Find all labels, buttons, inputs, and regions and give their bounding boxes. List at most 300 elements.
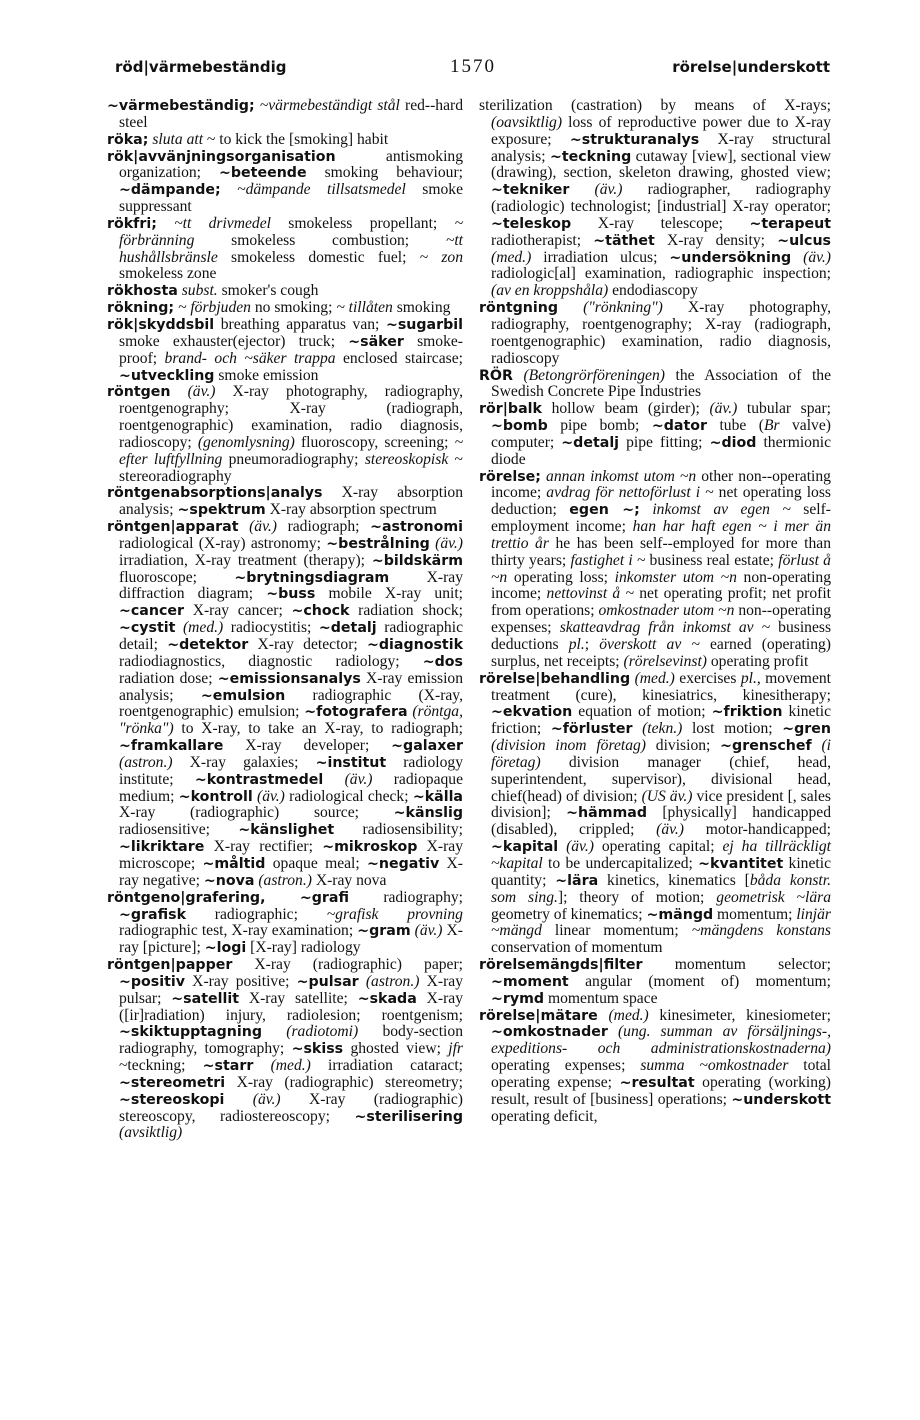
entry-text: antismoking organization;	[119, 147, 463, 182]
entry-text: net operating loss deduction;	[491, 484, 831, 519]
headword: rörelse|mätare	[479, 1007, 598, 1024]
italic-text: ~ förbjuden	[177, 299, 251, 317]
entry-text: radiation dose;	[119, 669, 218, 687]
entry-text: exercises	[674, 669, 741, 687]
headword: ~underskott	[731, 1091, 831, 1108]
entry-text: pipe bomb;	[547, 417, 652, 435]
headword: röntgen	[107, 384, 171, 401]
headword: ~grafisk	[119, 906, 187, 923]
entry-text	[175, 619, 183, 636]
entry-text: X-ray pulsar;	[119, 972, 463, 1007]
entry-text: X-ray (radiographic) stereometry;	[225, 1073, 463, 1091]
entry-text: net operating profit; net profit from operations;	[491, 585, 831, 620]
entry-text: smoke suppressant	[119, 181, 463, 216]
entry-text	[239, 518, 250, 535]
entry-text: smoke emission	[214, 366, 319, 384]
italic-text: (äv.)	[435, 534, 463, 552]
entry-text: X-ray structural analysis;	[491, 130, 831, 165]
headword: ~spektrum	[177, 502, 266, 519]
headword: rörelse;	[479, 468, 541, 485]
entry-text: non--operating expenses;	[491, 602, 832, 637]
italic-text: ~mängdens konstans	[691, 922, 831, 940]
headword: ~lära	[555, 872, 599, 889]
entry-text: X-ray positive;	[185, 972, 297, 990]
entry-text: ~teckning;	[119, 1057, 203, 1075]
entry-text: irradiation, X-ray treatment (therapy);	[119, 551, 372, 569]
entry-text: ]; theory of motion;	[557, 888, 717, 906]
headword: rökhosta	[107, 283, 178, 300]
italic-text: nettovinst å ~	[546, 585, 634, 603]
headword: ~skiss	[291, 1041, 344, 1058]
italic-text: (med.)	[491, 248, 532, 266]
italic-text: avdrag för nettoförlust i ~	[546, 484, 714, 502]
italic-text: överskott av ~	[599, 636, 700, 653]
entry-text: red--hard steel	[119, 97, 464, 131]
italic-text: ~ tillåten	[336, 299, 393, 317]
entry-text: radiological check;	[284, 787, 413, 805]
italic-text: stereoskopisk	[364, 450, 449, 468]
headword: ~mikroskop	[322, 839, 418, 856]
entry-text: [X-ray] radiology	[246, 939, 361, 957]
entry-text: smoke exhauster(ejector) truck;	[119, 332, 349, 350]
italic-text: (genomlysning)	[197, 433, 295, 451]
italic-text: inkomster utom ~n	[614, 568, 737, 586]
italic-text: (röntga, "rönka")	[119, 703, 463, 738]
headword: ~friktion	[711, 704, 783, 721]
entry-text: hollow beam (girder);	[541, 400, 710, 418]
entry-text	[558, 299, 583, 316]
entry-text: X-ray rectifier;	[204, 838, 323, 856]
entry-text: X-ray absorption analysis;	[119, 484, 463, 519]
headword: ~stereoskopi	[119, 1091, 225, 1108]
entry-text: radiographic test, X-ray examination;	[119, 922, 358, 940]
entry-text: geometry of kinematics;	[491, 905, 647, 923]
headword: ~skada	[357, 990, 417, 1007]
headword: ~tekniker	[491, 182, 570, 199]
headword: ~bestrålning	[326, 535, 430, 552]
headword: ~detalj	[561, 434, 620, 451]
entry-text: linear momentum;	[541, 922, 692, 940]
dictionary-entry	[107, 485, 463, 519]
headword: ~utveckling	[119, 367, 215, 384]
headword: ~satellit	[171, 990, 239, 1007]
headword: ~moment	[491, 973, 569, 990]
headword: ~likriktare	[119, 839, 205, 856]
entry-text: irradiation ulcus;	[531, 248, 670, 266]
italic-text: (oavsiktlig)	[491, 113, 563, 131]
dictionary-entry	[107, 216, 463, 283]
headword: ~detektor	[167, 637, 249, 653]
italic-text: Br	[763, 417, 780, 435]
dictionary-entry	[107, 384, 463, 485]
entry-text	[224, 1091, 252, 1108]
dictionary-entry	[479, 469, 831, 671]
italic-text: (äv.)	[803, 248, 831, 266]
entry-text: lost motion;	[682, 720, 783, 738]
entry-text: X-ray (radiographic) paper;	[232, 956, 463, 974]
italic-text: förlust å ~n	[491, 551, 831, 586]
entry-text	[157, 215, 174, 232]
headword: ~täthet	[593, 232, 655, 249]
italic-text: (tekn.)	[642, 720, 683, 738]
italic-text: (i företag)	[491, 737, 832, 771]
headword: röka;	[107, 131, 149, 148]
entry-text: self-employment income;	[491, 501, 831, 536]
italic-text: (äv.)	[252, 1090, 281, 1108]
entry-text	[262, 1023, 286, 1040]
entry-text: X-ray photography, radiography, roentgenography; X-ray (radiograph, roentgenographic) examination, radio diagnosis, radioscopy	[491, 299, 831, 367]
italic-text: (ung. summan av försäljnings-, expeditions- och administrationskostnaderna)	[491, 1023, 831, 1058]
entry-text: total operating expense;	[491, 1057, 832, 1091]
italic-text: (US äv.)	[641, 787, 693, 805]
italic-text: fastighet i ~	[570, 551, 646, 569]
italic-text: (äv.)	[257, 787, 285, 805]
headword: ~chock	[291, 603, 350, 620]
dictionary-entry	[107, 890, 463, 957]
entry-text: business real estate;	[645, 551, 779, 569]
headword: ~sterilisering	[354, 1108, 463, 1125]
entry-text: X-ray negative;	[119, 854, 463, 889]
entry-text: tubular spar;	[737, 400, 831, 418]
italic-text: båda konstr. som sing.	[491, 871, 831, 906]
headword: ~gram	[357, 923, 411, 940]
headword: ~kontroll	[178, 788, 253, 805]
headword: ~bomb	[491, 418, 548, 435]
entry-text	[359, 973, 366, 990]
entry-text: conservation of momentum	[491, 939, 663, 957]
entry-text: radiological (X-ray) astronomy;	[119, 534, 327, 552]
italic-text: (astron.)	[119, 753, 173, 771]
entry-text: endodiascopy	[608, 282, 698, 300]
entry-text: ~ to kick the [smoking] habit	[203, 130, 389, 148]
entry-text: vice president [, sales division];	[491, 787, 831, 822]
headword: ~hämmad	[566, 805, 647, 822]
headword: rörelse|behandling	[479, 670, 631, 687]
entry-text	[513, 367, 524, 384]
italic-text: ~tt hushållsbränsle	[119, 231, 463, 266]
dictionary-entry	[107, 149, 463, 216]
italic-text: summa ~omkostnader	[640, 1057, 789, 1075]
headword: ~gren	[782, 721, 831, 738]
dictionary-entry	[107, 283, 463, 300]
headword: egen ~;	[569, 502, 640, 519]
entry-text: sterilization (castration) by means of X-rays;	[479, 97, 831, 114]
italic-text: (med.)	[608, 1006, 649, 1024]
entry-text	[558, 838, 566, 855]
entry-text: radiograph;	[276, 518, 371, 536]
headword: ~rymd	[491, 990, 545, 1007]
headword: ~sugarbil	[385, 316, 463, 333]
headword: ~buss	[266, 586, 316, 603]
entry-text	[253, 1057, 270, 1074]
entry-text	[791, 249, 803, 266]
headword: ~strukturanalys	[569, 131, 700, 148]
italic-text: inkomst av egen ~	[652, 501, 791, 519]
italic-text: (med.)	[634, 669, 675, 687]
running-head-right: rörelse|underskott	[672, 58, 830, 76]
italic-text: (äv.)	[414, 922, 443, 940]
entry-text: pneumoradiography;	[222, 450, 365, 468]
headword: ~grenschef	[720, 738, 812, 755]
italic-text: (äv.)	[594, 181, 623, 199]
italic-text: (Betongrörföreningen)	[523, 366, 665, 384]
headword: rök|skyddsbil	[107, 316, 215, 333]
entry-text: opaque meal;	[265, 854, 367, 872]
headword: röntgenabsorptions|analys	[107, 485, 323, 502]
entry-text: radiopaque medium;	[119, 770, 464, 805]
headword: ~säker	[348, 333, 404, 350]
page-number: 1570	[450, 56, 496, 77]
dictionary-entry	[107, 98, 463, 132]
entry-text	[598, 1007, 609, 1024]
dictionary-entry	[479, 300, 831, 367]
dictionary-entry	[107, 300, 463, 317]
headword: rörelsemängds|filter	[479, 957, 643, 974]
dictionary-entry	[479, 957, 831, 1008]
entry-text: X-ray [picture];	[119, 922, 463, 957]
italic-text: (astron.)	[258, 871, 312, 889]
italic-text: subst.	[181, 282, 218, 300]
dictionary-entry	[107, 132, 463, 149]
entry-text: division manager (chief, head, superintendent, supervisor), divisional head, chief(head) of division;	[491, 753, 831, 805]
italic-text: ~grafisk provning	[326, 905, 463, 923]
entry-text: to be undercapitalized;	[542, 854, 699, 872]
italic-text: ("rönkning")	[583, 299, 663, 317]
entry-text: X-ray galaxies;	[172, 753, 316, 771]
headword: ~värmebeständig;	[107, 98, 255, 114]
entry-text: kinesimeter, kinesiometer;	[648, 1006, 831, 1024]
entry-text: cutaway [view], sectional view (drawing), section, skeleton drawing, ghosted view;	[491, 147, 831, 182]
entry-text: smoking behaviour;	[306, 164, 463, 182]
italic-text: han har haft egen ~ i mer än trettio år	[491, 518, 831, 552]
entry-text	[265, 889, 299, 906]
entry-text: no smoking;	[250, 299, 337, 317]
entry-text: [physically] handicapped (disabled), crippled;	[491, 804, 831, 839]
headword: ~dos	[422, 653, 463, 670]
headword: ~teckning	[549, 148, 632, 165]
italic-text: ej ha tillräckligt ~kapital	[491, 838, 831, 872]
entry-text: smoker's cough	[217, 282, 319, 300]
headword: ~ekvation	[491, 704, 573, 721]
headword: ~teleskop	[491, 215, 572, 232]
headword: ~känslig	[393, 805, 463, 822]
italic-text: (rörelsevinst)	[623, 652, 707, 670]
entry-text: to X-ray, to take an X-ray, to radiograph;	[173, 720, 463, 738]
entry-text: , movement treatment (cure), kinesiatrics, kinesitherapy;	[491, 669, 831, 704]
headword: ~förluster	[550, 721, 633, 738]
italic-text: pl.	[568, 636, 585, 653]
entry-text: radiodiagnostics, diagnostic radiology;	[119, 652, 423, 670]
entry-text: X-ray detector;	[248, 636, 367, 653]
entry-text: breathing apparatus van;	[214, 315, 386, 333]
headword: ~starr	[202, 1058, 254, 1075]
headword: röntgeno|grafering,	[107, 889, 266, 906]
headword: ~emulsion	[200, 687, 286, 704]
italic-text: ~ zon	[419, 248, 463, 266]
italic-text: (med.)	[270, 1057, 311, 1075]
headword: ~diod	[709, 434, 757, 451]
entry-text: equation of motion;	[572, 703, 712, 721]
italic-text: (radiotomi)	[286, 1023, 359, 1041]
entry-text: radiography;	[348, 888, 463, 906]
headword: ~logi	[204, 940, 247, 957]
entry-text: fluoroscopy, screening;	[294, 433, 455, 451]
entry-text: X-ray diffraction diagram;	[119, 568, 463, 603]
dictionary-entry	[479, 98, 831, 300]
dictionary-entry	[107, 957, 463, 1142]
headword: ~pulsar	[296, 973, 359, 990]
headword: ~beteende	[219, 165, 307, 182]
italic-text: (division inom företag)	[491, 737, 646, 755]
headword: ~källa	[412, 788, 464, 805]
entry-text: X-ray density;	[654, 231, 778, 249]
italic-text: (astron.)	[365, 972, 420, 990]
left-column	[107, 98, 463, 1142]
headword: ~kontrastmedel	[194, 771, 324, 788]
headword: ~emissionsanalys	[217, 670, 361, 687]
headword: röntgen|papper	[107, 957, 233, 974]
headword: röntgning	[479, 300, 559, 317]
entry-text: radiation shock;	[349, 602, 463, 620]
italic-text: ~dämpande tillsatsmedel	[237, 181, 406, 199]
entry-text: operating deficit,	[491, 1107, 598, 1125]
entry-text: angular (moment of) momentum;	[568, 972, 831, 990]
entry-text	[608, 1023, 618, 1040]
headword: rökfri;	[107, 215, 157, 232]
dictionary-entry	[479, 671, 831, 957]
italic-text: pl.	[740, 669, 757, 687]
entry-text: X-ray nova	[311, 871, 387, 889]
headword: ~kvantitet	[698, 855, 784, 872]
entry-text: radiographic;	[186, 905, 327, 923]
entry-text	[171, 383, 188, 400]
entry-text: earned (operating) surplus, net receipts;	[491, 636, 831, 670]
headword: ~fotografera	[304, 704, 408, 721]
headword: ~undersökning	[669, 249, 792, 266]
italic-text: (äv.)	[566, 838, 594, 856]
entry-text: division;	[646, 737, 721, 755]
entry-text: other non--operating income;	[491, 467, 831, 502]
entry-text: X-ray ([ir]radiation) injury, radiolesion; roentgenism;	[119, 989, 464, 1024]
headword: ~måltid	[202, 855, 266, 872]
entry-text: operating expenses;	[491, 1057, 641, 1075]
headword: ~detalj	[318, 620, 377, 637]
entry-text: business deductions	[491, 619, 832, 653]
entry-text: body-section radiography, tomography;	[119, 1023, 463, 1058]
entry-text: smoke-proof;	[119, 332, 463, 367]
entry-text: X-ray developer;	[223, 737, 392, 755]
headword: ~stereometri	[119, 1074, 226, 1091]
headword: ~dämpande;	[119, 182, 221, 199]
running-head-left: röd|värmebeständig	[115, 58, 287, 76]
headword: ~framkallare	[119, 738, 224, 755]
entry-text: motor-handicapped;	[684, 821, 831, 839]
entry-text: X-ray (radiographic) stereoscopy, radiostereoscopy;	[119, 1090, 463, 1125]
italic-text: skatteavdrag från inkomst av ~	[559, 619, 771, 637]
headword: röntgen|apparat	[107, 519, 239, 536]
headword: ~cystit	[119, 620, 176, 637]
dictionary-entry	[479, 368, 831, 402]
headword: ~ulcus	[777, 232, 831, 249]
entry-text	[221, 181, 237, 198]
italic-text: (äv.)	[656, 821, 684, 839]
entry-text: valve) computer;	[491, 417, 831, 451]
headword: ~negativ	[367, 855, 440, 872]
headword: ~brytningsdiagram	[234, 569, 390, 586]
entry-text	[812, 737, 822, 754]
right-column	[479, 98, 831, 1125]
headword: ~cancer	[119, 603, 185, 620]
entry-text: radiographic (X-ray, roentgenographic) emulsion;	[119, 686, 463, 721]
entry-text: momentum space	[544, 989, 658, 1007]
entry-text: kinetic quantity;	[491, 854, 831, 889]
italic-text: ~värmebeständigt stål	[259, 97, 400, 114]
headword: ~omkostnader	[491, 1024, 608, 1041]
entry-text: X-ray absorption spectrum	[265, 501, 437, 519]
entry-text: kinetic friction;	[491, 703, 831, 738]
headword: rör|balk	[479, 401, 542, 418]
entry-text: momentum selector;	[642, 956, 831, 974]
headword: ~terapeut	[749, 215, 831, 232]
entry-text: operating capital;	[593, 838, 723, 856]
entry-text: smokeless zone	[119, 265, 217, 283]
entry-text: X-ray cancer;	[184, 602, 292, 620]
entry-text: radiocystitis;	[223, 619, 319, 637]
entry-text: fluoroscope;	[119, 568, 235, 586]
headword: ~galaxer	[391, 738, 463, 755]
entry-text: loss of reproductive power due to X-ray exposure;	[491, 113, 831, 148]
entry-text: ~ stereoradiography	[119, 450, 463, 485]
italic-text: (äv.)	[187, 383, 216, 401]
entry-text: X-ray (radiographic) source;	[119, 804, 394, 822]
italic-text: sluta att	[152, 130, 204, 148]
entry-text: radiographic detail;	[119, 619, 463, 653]
entry-text: X-ray microscope;	[119, 838, 464, 872]
headword: ~bildskärm	[371, 552, 463, 569]
entry-text: momentum;	[713, 905, 797, 923]
entry-text: X-ray telescope;	[571, 214, 750, 232]
headword: RÖR	[479, 367, 513, 384]
entry-text	[632, 720, 642, 737]
italic-text: annan inkomst utom ~n	[546, 467, 697, 485]
italic-text: (äv.)	[344, 770, 373, 788]
italic-text: brand- och ~säker trappa	[164, 349, 336, 367]
entry-text: irradiation cataract;	[310, 1057, 463, 1075]
headword: ~grafi	[299, 889, 349, 906]
dictionary-entry	[107, 317, 463, 384]
italic-text: (äv.)	[709, 400, 738, 418]
entry-text: tube (	[706, 417, 764, 435]
entry-text: operating profit	[706, 652, 809, 670]
entry-text: X-ray photography, radiography, roentgenography; X-ray (radiograph, roentgenographic) examination, radio diagnosis, radioscopy;	[119, 383, 463, 451]
headword: ~positiv	[119, 973, 185, 990]
entry-text: mobile X-ray unit;	[315, 585, 463, 603]
entry-text: operating (working) result, result of [business] operations;	[491, 1073, 831, 1108]
headword: ~skiktupptagning	[119, 1024, 262, 1041]
entry-text: smoking	[392, 299, 451, 317]
headword: ~mängd	[646, 906, 714, 923]
entry-text: radiosensitive;	[119, 821, 239, 839]
italic-text: ~tt drivmedel	[174, 214, 271, 232]
headword: rökning;	[107, 300, 175, 317]
entry-text: operating loss;	[507, 568, 615, 586]
headword: ~känslighet	[238, 822, 335, 839]
italic-text: (avsiktlig)	[119, 1124, 183, 1142]
headword: ~nova	[203, 872, 255, 889]
headword: ~institut	[315, 754, 387, 771]
entry-text: radiosensibility;	[334, 821, 463, 839]
dictionary-entry	[107, 519, 463, 890]
